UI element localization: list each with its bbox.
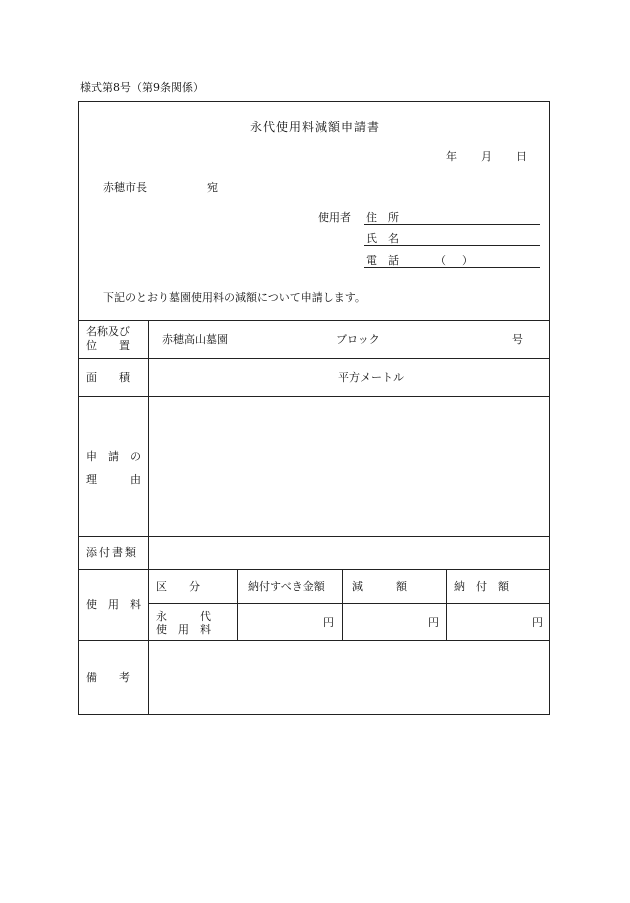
fee-column-border [237,569,238,640]
reason-label-line2: 理 由 [86,473,141,486]
location-label-line1 [86,326,140,337]
label-column-border [148,320,149,715]
fee-category-line2: 使 用 料 [156,623,211,636]
fee-inner-divider [148,603,550,604]
phone-paren-close: ） [462,254,473,267]
yen-reduction: 円 [428,616,439,629]
name-line [364,245,540,246]
applicant-heading: 使用者 [318,211,351,224]
fee-label: 使 用 料 [86,598,141,611]
attachments-label: 添付書類 [86,546,138,559]
area-label: 面 積 [86,371,130,384]
form-number-label: 様式第8号（第9条関係） [80,81,204,94]
application-statement: 下記のとおり墓園使用料の減額について申請します。 [103,291,366,304]
address-label: 住 所 [366,211,399,224]
location-label-line2 [86,340,140,351]
remarks-label: 備 考 [86,671,130,684]
fee-header-payment: 納 付 額 [454,580,509,593]
name-label: 氏 名 [366,232,399,245]
phone-paren-open: （ [435,254,446,267]
area-unit: 平方メートル [338,371,404,384]
fee-header-due: 納付すべき金額 [248,580,325,593]
date-day: 日 [516,150,527,163]
block-label: ブロック [336,333,380,346]
addressee-name: 赤穂市長 [103,181,147,194]
address-line [364,224,540,225]
phone-label: 電 話 [366,254,399,267]
location-label-text2: 位 置 [86,339,130,352]
fee-column-border [446,569,447,640]
yen-payment: 円 [532,616,543,629]
date-year: 年 [446,150,457,163]
phone-line [364,267,540,268]
attachments-field[interactable] [150,538,548,568]
fee-column-border [342,569,343,640]
date-month: 月 [481,150,492,163]
fee-category-line1: 永 代 [156,610,211,623]
location-label-text1: 名称及び [86,325,130,338]
reason-field[interactable] [150,398,548,534]
fee-header-reduction: 減 額 [352,580,407,593]
cemetery-name: 赤穂高山墓園 [162,333,228,346]
fee-header-category: 区 分 [156,580,200,593]
form-title: 永代使用料減額申請書 [249,120,380,134]
reason-label-line1: 申 請 の [86,450,141,463]
addressee-suffix: 宛 [207,181,218,194]
number-label: 号 [512,333,523,346]
remarks-field[interactable] [150,642,548,713]
yen-due: 円 [323,616,334,629]
